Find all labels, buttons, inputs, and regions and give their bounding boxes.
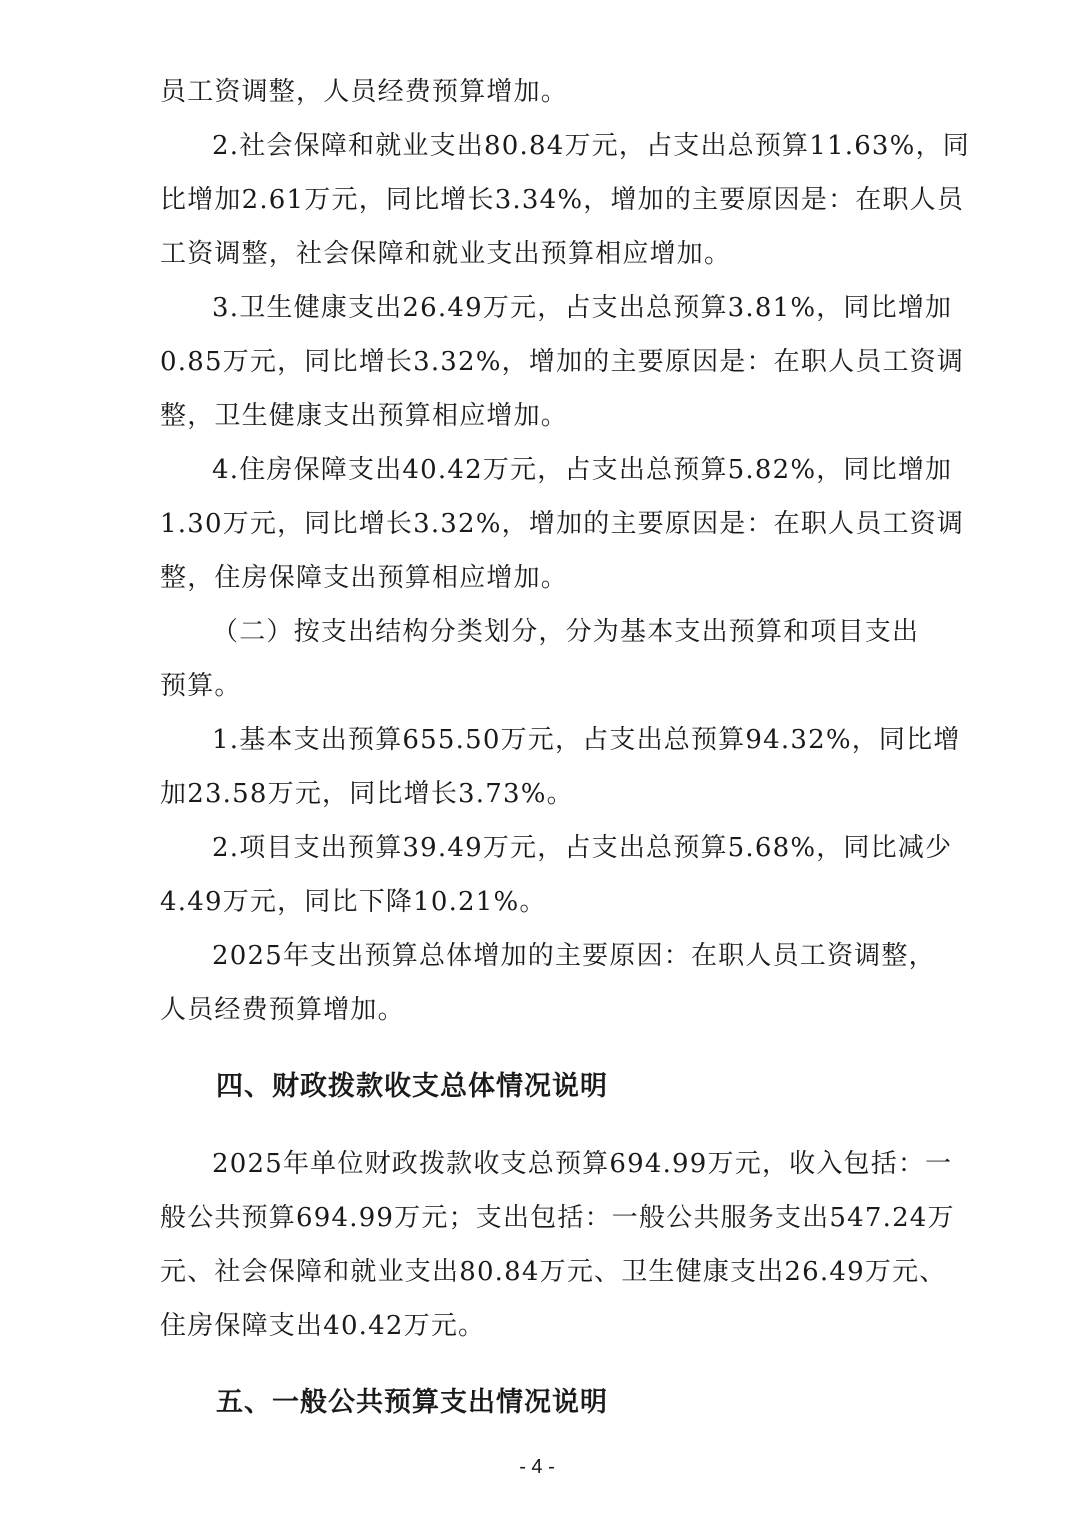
body-text-line: 3.卫生健康支出26.49万元，占支出总预算3.81%，同比增加 (212, 293, 953, 323)
body-text-line: 人员经费预算增加。 (160, 995, 405, 1025)
body-text-line: 4.住房保障支出40.42万元，占支出总预算5.82%，同比增加 (212, 455, 953, 485)
body-text-line: 2025年单位财政拨款收支总预算694.99万元，收入包括：一 (212, 1149, 953, 1179)
body-text-line: 员工资调整，人员经费预算增加。 (160, 77, 569, 107)
body-text-line: 2.项目支出预算39.49万元，占支出总预算5.68%，同比减少 (212, 833, 953, 863)
body-text-line: 整，卫生健康支出预算相应增加。 (160, 401, 569, 431)
body-text-line: 预算。 (160, 671, 242, 701)
body-text-line: 1.基本支出预算655.50万元，占支出总预算94.32%，同比增 (212, 725, 961, 755)
section-heading: 四、财政拨款收支总体情况说明 (216, 1071, 608, 1102)
body-text-line: 比增加2.61万元，同比增长3.34%，增加的主要原因是：在职人员 (160, 185, 965, 215)
body-text-line: 住房保障支出40.42万元。 (160, 1311, 486, 1341)
page-number: - 4 - (519, 1456, 555, 1478)
body-text-line: 1.30万元，同比增长3.32%，增加的主要原因是：在职人员工资调 (160, 509, 965, 539)
body-text-line: 整，住房保障支出预算相应增加。 (160, 563, 569, 593)
body-text-line: 元、社会保障和就业支出80.84万元、卫生健康支出26.49万元、 (160, 1257, 947, 1287)
body-text-line: （二）按支出结构分类划分，分为基本支出预算和项目支出 (212, 617, 920, 647)
body-text-line: 加23.58万元，同比增长3.73%。 (160, 779, 574, 809)
body-text-line: 2025年支出预算总体增加的主要原因：在职人员工资调整， (212, 941, 936, 971)
section-heading: 五、一般公共预算支出情况说明 (216, 1387, 608, 1418)
body-text-line: 2.社会保障和就业支出80.84万元，占支出总预算11.63%，同 (212, 131, 970, 161)
body-text-line: 4.49万元，同比下降10.21%。 (160, 887, 547, 917)
body-text-line: 0.85万元，同比增长3.32%，增加的主要原因是：在职人员工资调 (160, 347, 965, 377)
body-text-line: 般公共预算694.99万元；支出包括：一般公共服务支出547.24万 (160, 1203, 955, 1233)
body-text-line: 工资调整，社会保障和就业支出预算相应增加。 (160, 239, 732, 269)
